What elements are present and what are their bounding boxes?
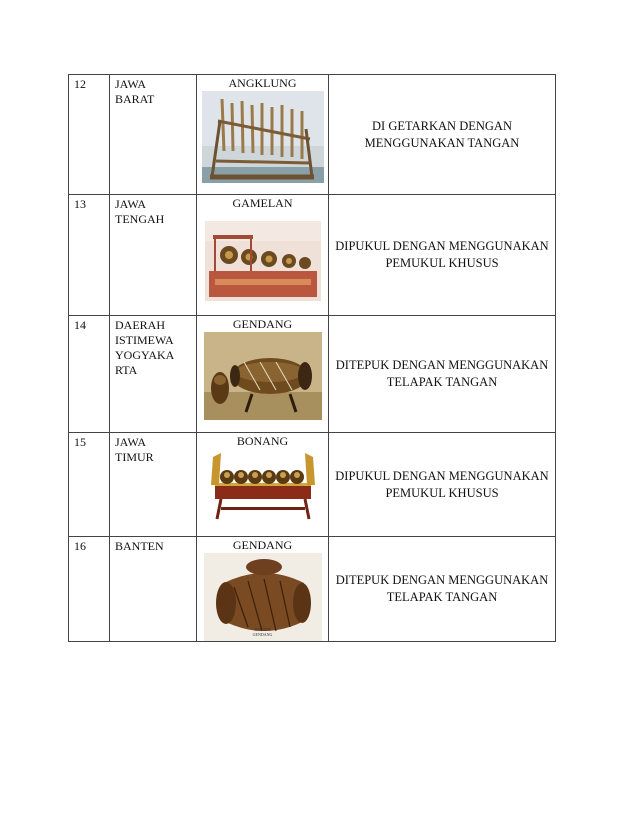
row-number: 16 [69,537,110,642]
instrument-cell [197,316,329,433]
instrument-name: BONANG [236,434,289,448]
instrument-name: ANGKLUNG [228,76,297,90]
instrument-table [68,74,556,642]
method: DIPUKUL DENGAN MENGGUNAKAN PEMUKUL KHUSUS [329,195,556,316]
region: DAERAH ISTIMEWA YOGYAKA RTA [110,316,197,433]
method: DIPUKUL DENGAN MENGGUNAKAN PEMUKUL KHUSUS [329,433,556,537]
gamelan-photo [205,221,321,301]
method: DITEPUK DENGAN MENGGUNAKAN TELAPAK TANGAN [329,537,556,642]
gendang-banten-photo [204,553,322,641]
bonang-photo [207,449,319,525]
region: BANTEN [110,537,197,642]
gendang-photo [204,332,322,420]
instrument-name: GENDANG [232,317,293,331]
table-row [69,316,556,433]
table-row [69,537,556,642]
row-number: 13 [69,195,110,316]
instrument-name: GENDANG [232,538,293,552]
table-row [69,75,556,195]
instrument-cell [197,433,329,537]
angklung-photo [202,91,324,183]
method: DITEPUK DENGAN MENGGUNAKAN TELAPAK TANGAN [329,316,556,433]
row-number: 15 [69,433,110,537]
instrument-cell [197,75,329,195]
instrument-cell [197,195,329,316]
row-number: 14 [69,316,110,433]
instrument-name: GAMELAN [232,196,293,210]
row-number: 12 [69,75,110,195]
instrument-cell [197,537,329,642]
method: DI GETARKAN DENGAN MENGGUNAKAN TANGAN [329,75,556,195]
table-row [69,433,556,537]
region: JAWA BARAT [110,75,197,195]
region: JAWA TENGAH [110,195,197,316]
region: JAWA TIMUR [110,433,197,537]
photo-caption: BANTEN GENDANG [252,627,273,637]
table-row [69,195,556,316]
